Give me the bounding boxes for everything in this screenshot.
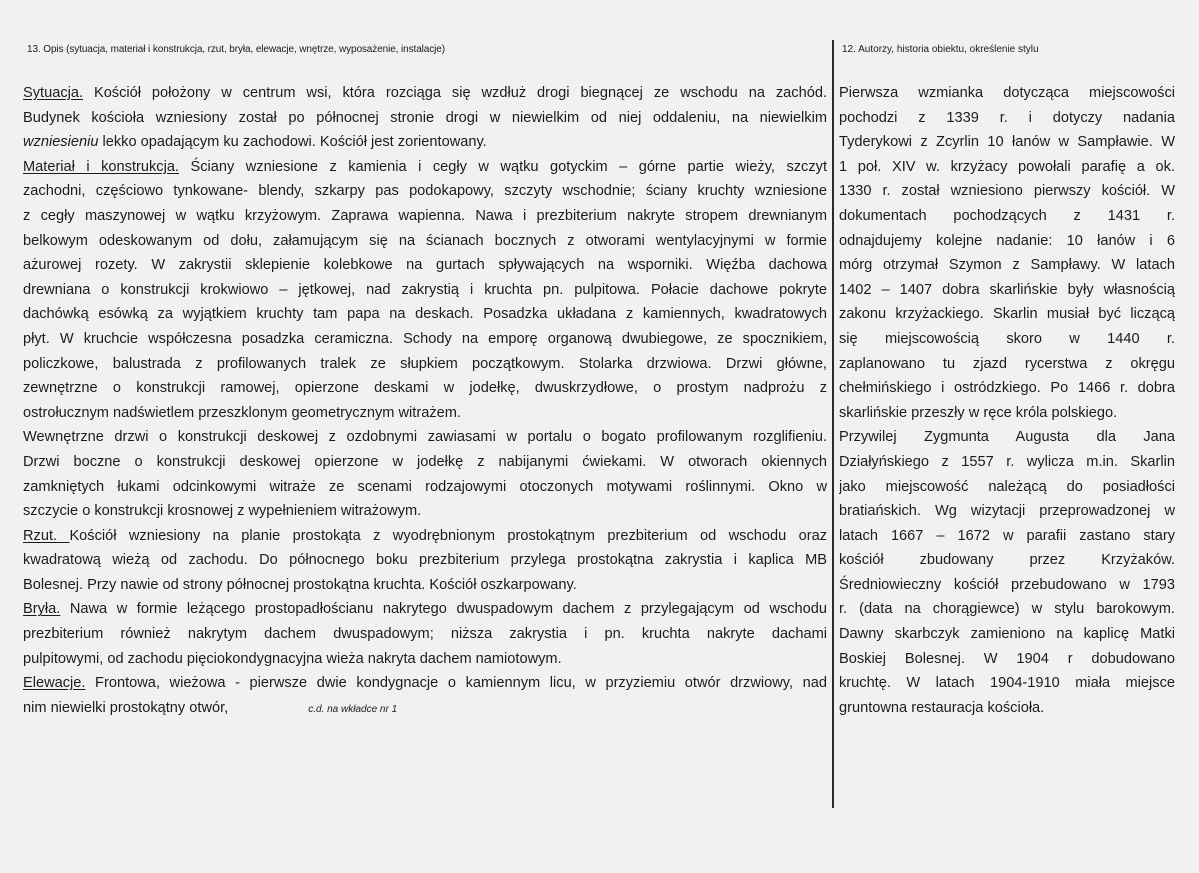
history-line — [839, 106, 1175, 131]
section-heading: Elewacje. — [23, 675, 86, 692]
line-text: Wewnętrzne drzwi o konstrukcji deskowej z ozdobnymi zawiasami w portalu o bogato profilowanym rozglifieniu. — [23, 429, 827, 446]
description-line — [23, 573, 827, 598]
line-text: Nawa w formie leżącego prostopadłościanu nakrytego dwuspadowym dachem z przylegającym od wschodu — [60, 601, 827, 618]
line-text: pulpitowymi, od zachodu pięciokondygnacyjna wieża nakryta dachem namiotowym. — [23, 650, 562, 667]
description-column — [23, 81, 827, 720]
column-divider — [832, 40, 834, 808]
line-text: z cegły maszynowej w wątku krzyżowym. Zaprawa wapienna. Nawa i prezbiterium nakryte stropem drewnianym — [23, 207, 827, 224]
line-text: zachodni, częściowo tynkowane- blendy, szkarpy pas podokapowy, szczyty wschodnie; ściany kruchty wzniesione — [23, 183, 827, 200]
line-text: dokumentach pochodzących z 1431 r. — [839, 207, 1175, 224]
history-line — [839, 622, 1175, 647]
description-line — [23, 229, 827, 254]
history-line — [839, 376, 1175, 401]
history-line — [839, 302, 1175, 327]
line-text: Pierwsza wzmianka dotycząca miejscowości — [839, 85, 1175, 101]
line-text: Działyńskiego z 1557 r. wylicza m.in. Skarlin — [839, 453, 1175, 470]
section-heading: Rzut. — [23, 527, 70, 544]
line-text: Kościół wzniesiony na planie prostokąta z wyodrębnionym prostokątnym prezbiterium od wschodu oraz — [69, 527, 827, 544]
description-line — [23, 499, 827, 524]
description-line — [23, 155, 827, 180]
right-column-header: 12. Autorzy, historia obiektu, określenie stylu — [842, 44, 1039, 55]
line-text: skarlińskie przeszły w ręce króla polskiego. — [839, 404, 1118, 421]
line-text: Średniowieczny kościół przebudowano w 1793 — [839, 576, 1175, 593]
line-text: odnajdujemy kolejne nadanie: 10 łanów i 6 — [839, 232, 1175, 249]
description-line — [23, 647, 827, 672]
line-text: 1402 – 1407 dobra skarlińskie były własnością — [839, 281, 1175, 298]
line-text: jako miejscowość należącą do posiadłości — [839, 478, 1175, 495]
history-line — [839, 130, 1175, 155]
line-text: dachówką esówką za wyjątkiem kruchty tam papa na deskach. Posadzka układana z kamiennych, kwadratowych — [23, 306, 827, 323]
history-line — [839, 499, 1175, 524]
history-line — [839, 597, 1175, 622]
line-text: szczycie o konstrukcji krosnowej z wypełnieniem witrażowym. — [23, 503, 422, 520]
line-text: Ściany wzniesione z kamienia i cegły w wątku gotyckim – górne partie wieży, szczyt — [178, 158, 827, 175]
line-text: Frontowa, wieżowa - pierwsze dwie kondygnacje o kamiennym licu, w przyziemiu otwór drzwiowy, nad — [85, 675, 827, 692]
line-text: Przywilej Zygmunta Augusta dla Jana — [839, 429, 1175, 446]
history-line — [839, 548, 1175, 573]
description-line — [23, 450, 827, 475]
description-line — [23, 376, 827, 401]
line-text: się miejscowością skoro w 1440 r. — [839, 330, 1175, 347]
line-text: latach 1667 – 1672 w parafii zastano stary — [839, 527, 1175, 544]
line-text: ostrołucznym nadświetlem przeszklonym geometrycznym witrażem. — [23, 404, 461, 421]
description-line — [23, 130, 827, 155]
line-text: pochodzi z 1339 r. i dotyczy nadania — [839, 109, 1175, 126]
line-text: 1330 r. został wzniesiono pierwszy kościół. W — [839, 183, 1175, 200]
description-line — [23, 401, 827, 426]
line-text: Kościół położony w centrum wsi, która rozciąga się wzdłuż drogi biegnącej ze wschodu na zachód. — [83, 85, 827, 101]
history-line — [839, 179, 1175, 204]
description-line — [23, 253, 827, 278]
line-text: belkowym odeskowanym od dołu, załamującym się na ścianach bocznych z otworami wentylacyjnymi w formie — [23, 232, 827, 249]
history-line — [839, 81, 1175, 106]
history-line — [839, 401, 1175, 426]
line-text: Boskiej Bolesnej. W 1904 r dobudowano — [839, 650, 1175, 667]
continuation-note: c.d. na wkładce nr 1 — [308, 703, 398, 715]
line-text: nim niewielki prostokątny otwór, — [23, 699, 229, 716]
history-line — [839, 671, 1175, 696]
description-line — [23, 179, 827, 204]
line-text: drewniana o konstrukcji krokwiowo – jętkowej, nad zakrystią i kruchta pn. pulpitowa. Połacie dachowe pokryte — [23, 281, 827, 298]
line-text: zaplanowano tu zjazd rycerstwa z okręgu — [839, 355, 1175, 372]
description-line — [23, 524, 827, 549]
description-line — [23, 81, 827, 106]
history-line — [839, 450, 1175, 475]
history-line — [839, 573, 1175, 598]
line-text: zakonu krzyżackiego. Skarlin musiał być liczącą — [839, 306, 1175, 323]
description-line — [23, 106, 827, 131]
line-text: lekko opadającym ku zachodowi. Kościół jest zorientowany. — [98, 134, 487, 151]
history-line — [839, 475, 1175, 500]
description-line — [23, 278, 827, 303]
description-line — [23, 696, 827, 721]
line-text: Dawny skarbczyk zamieniono na kaplicę Matki — [839, 626, 1175, 643]
line-text: prezbiterium również nakrytym dachem dwuspadowym; niższa zakrystia i pn. kruchta nakryte dachami — [23, 626, 827, 643]
description-line — [23, 425, 827, 450]
description-line — [23, 204, 827, 229]
left-column-header: 13. Opis (sytuacja, materiał i konstrukcja, rzut, bryła, elewacje, wnętrze, wyposażenie, instalacje) — [27, 44, 445, 55]
line-text: kwadratową wieżą od zachodu. Do północnego boku prezbiterium przylega prostokątna zakrystia i kaplica MB — [23, 552, 827, 569]
line-text: ażurowej rozety. W zakrystii sklepienie kolebkowe na gurtach spływających na wsporniki. Więźba dachowa — [23, 257, 827, 274]
description-line — [23, 302, 827, 327]
history-line — [839, 352, 1175, 377]
line-text: policzkowe, balustrada z profilowanych tralek ze słupkiem początkowym. Stolarka drzwiowa. Drzwi główne, — [23, 355, 827, 372]
history-line — [839, 204, 1175, 229]
description-line — [23, 671, 827, 696]
history-line — [839, 647, 1175, 672]
section-heading: Bryła. — [23, 601, 61, 618]
line-text: Tyderykowi z Zcyrlin 10 łanów w Sampławie. W — [839, 134, 1175, 151]
history-line — [839, 278, 1175, 303]
line-text: 1 poł. XIV w. krzyżacy powołali parafię a ok. — [839, 158, 1175, 175]
history-line — [839, 425, 1175, 450]
line-text: Budynek kościoła wzniesiony został po północnej stronie drogi w niewielkim od niej oddaleniu, na niewielkim — [23, 109, 827, 126]
description-line — [23, 475, 827, 500]
line-text: płyt. W kruchcie współczesna posadzka ceramiczna. Schody na emporę organową dwubiegowe, ze spocznikiem, — [23, 330, 827, 347]
italic-word: wzniesieniu — [23, 134, 99, 151]
history-line — [839, 229, 1175, 254]
line-text: gruntowna restauracja kościoła. — [839, 699, 1045, 716]
history-line — [839, 696, 1175, 721]
history-line — [839, 524, 1175, 549]
line-text: r. (data na chorągiewce) w stylu barokowym. — [839, 601, 1175, 618]
history-column — [839, 81, 1175, 720]
section-heading: Sytuacja. — [23, 85, 84, 101]
line-text: Drzwi boczne o konstrukcji deskowej opierzone w jodełkę z nabijanymi ćwiekami. W otworach okiennych — [23, 453, 827, 470]
history-line — [839, 155, 1175, 180]
line-text: Bolesnej. Przy nawie od strony północnej prostokątna kruchta. Kościół oszkarpowany. — [23, 576, 577, 593]
line-text: mórg otrzymał Szymon z Sampławy. W latach — [839, 257, 1175, 274]
line-text: bratiańskich. Wg wizytacji przeprowadzonej w — [839, 503, 1175, 520]
description-line — [23, 327, 827, 352]
line-text: zamkniętych łukami odcinkowymi witraże ze scenami rodzajowymi otoczonych motywami roślinnymi. Okno w — [23, 478, 827, 495]
section-heading: Materiał i konstrukcja. — [23, 158, 179, 175]
description-line — [23, 622, 827, 647]
description-line — [23, 352, 827, 377]
history-line — [839, 327, 1175, 352]
line-text: kruchtę. W latach 1904-1910 miała miejsce — [839, 675, 1175, 692]
line-text: zewnętrzne o konstrukcji ramowej, opierzone deskami w jodełkę, dwuskrzydłowe, o prostym nadprożu z — [23, 380, 827, 397]
description-line — [23, 597, 827, 622]
history-line — [839, 253, 1175, 278]
description-line — [23, 548, 827, 573]
line-text: kościół zbudowany przez Krzyżaków. — [839, 552, 1175, 569]
line-text: chełmińskiego i ostródzkiego. Po 1466 r. dobra — [839, 380, 1175, 397]
